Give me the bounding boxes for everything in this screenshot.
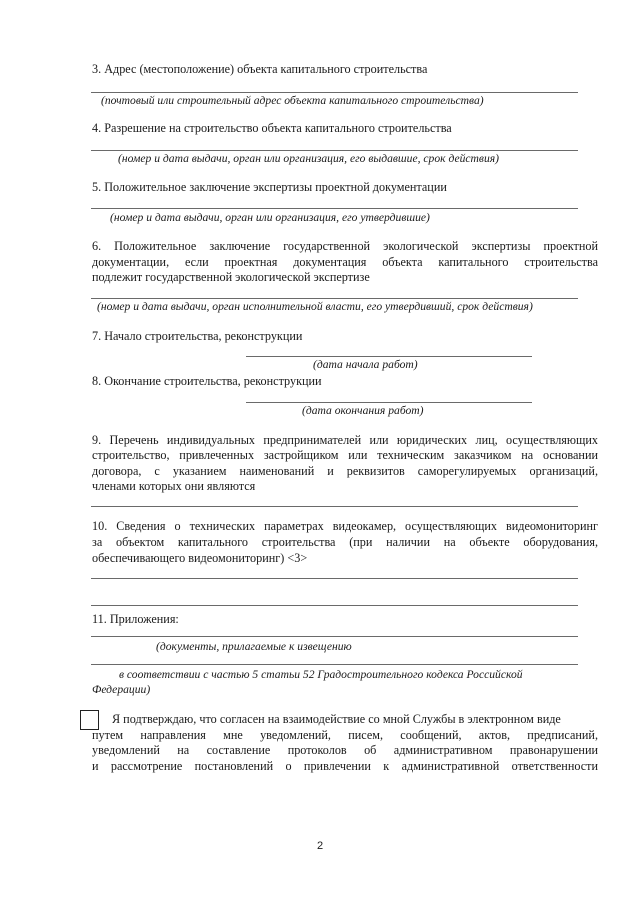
section-5-caption: (номер и дата выдачи, орган или организация, его утвердившие)	[110, 211, 430, 224]
section-10-line-b	[91, 605, 578, 606]
section-11-line-b	[91, 664, 578, 665]
section-5-line	[91, 208, 578, 209]
consent-line-3: уведомлений на составление протоколов об административном правонарушении	[92, 743, 598, 757]
consent-line-4: и рассмотрение постановлений о привлечении к административной ответственности	[92, 759, 598, 773]
section-7-label: 7. Начало строительства, реконструкции	[92, 329, 303, 343]
section-8-label: 8. Окончание строительства, реконструкции	[92, 374, 322, 388]
section-11-caption: (документы, прилагаемые к извещению	[156, 640, 352, 653]
section-9-line	[91, 506, 578, 507]
section-10-line-2: за объектом капитального строительства (при наличии на объекте оборудования,	[92, 535, 598, 549]
section-4-label: 4. Разрешение на строительство объекта капитального строительства	[92, 121, 452, 135]
consent-checkbox[interactable]	[80, 710, 99, 730]
consent-line-1: Я подтверждаю, что согласен на взаимодействие со мной Службы в электронном виде	[112, 712, 561, 726]
section-6-line	[91, 298, 578, 299]
section-3-line	[91, 92, 578, 93]
section-9-line-4: членами которых они являются	[92, 479, 256, 493]
section-6-line-2: документации, если проектная документация объекта капитального строительства	[92, 255, 598, 269]
section-9-line-2: строительство, привлеченных застройщиком или техническим заказчиком на основании	[92, 448, 598, 462]
section-5-label: 5. Положительное заключение экспертизы проектной документации	[92, 180, 447, 194]
section-6-line-1: 6. Положительное заключение государственной экологической экспертизы проектной	[92, 239, 598, 253]
section-11-label: 11. Приложения:	[92, 612, 179, 626]
section-9-line-1: 9. Перечень индивидуальных предпринимателей или юридических лиц, осуществляющих	[92, 433, 598, 447]
section-7-caption: (дата начала работ)	[313, 358, 418, 371]
section-6-caption: (номер и дата выдачи, орган исполнительной власти, его утвердивший, срок действия)	[97, 300, 533, 313]
section-10-line-3: обеспечивающего видеомониторинг) <3>	[92, 551, 308, 565]
section-6-line-3: подлежит государственной экологической экспертизе	[92, 270, 370, 284]
section-7-line	[246, 356, 532, 357]
section-9-line-3: договора, с указанием наименований и реквизитов саморегулируемых организаций,	[92, 464, 598, 478]
section-4-caption: (номер и дата выдачи, орган или организация, его выдавшие, срок действия)	[118, 152, 500, 165]
section-8-line	[246, 402, 532, 403]
section-11-caption-3: Федерации)	[92, 683, 151, 696]
section-10-line-a	[91, 578, 578, 579]
consent-line-2: путем направления мне уведомлений, писем, сообщений, актов, предписаний,	[92, 728, 598, 742]
page-number: 2	[316, 840, 324, 852]
section-3-caption: (почтовый или строительный адрес объекта капитального строительства)	[101, 94, 484, 107]
section-11-line-a	[91, 636, 578, 637]
section-10-line-1: 10. Сведения о технических параметрах видеокамер, осуществляющих видеомониторинг	[92, 519, 598, 533]
section-8-caption: (дата окончания работ)	[302, 404, 424, 417]
section-4-line	[91, 150, 578, 151]
section-11-caption-2: в соответствии с частью 5 статьи 52 Градостроительного кодекса Российской	[119, 668, 523, 681]
section-3-label: 3. Адрес (местоположение) объекта капитального строительства	[92, 62, 428, 76]
